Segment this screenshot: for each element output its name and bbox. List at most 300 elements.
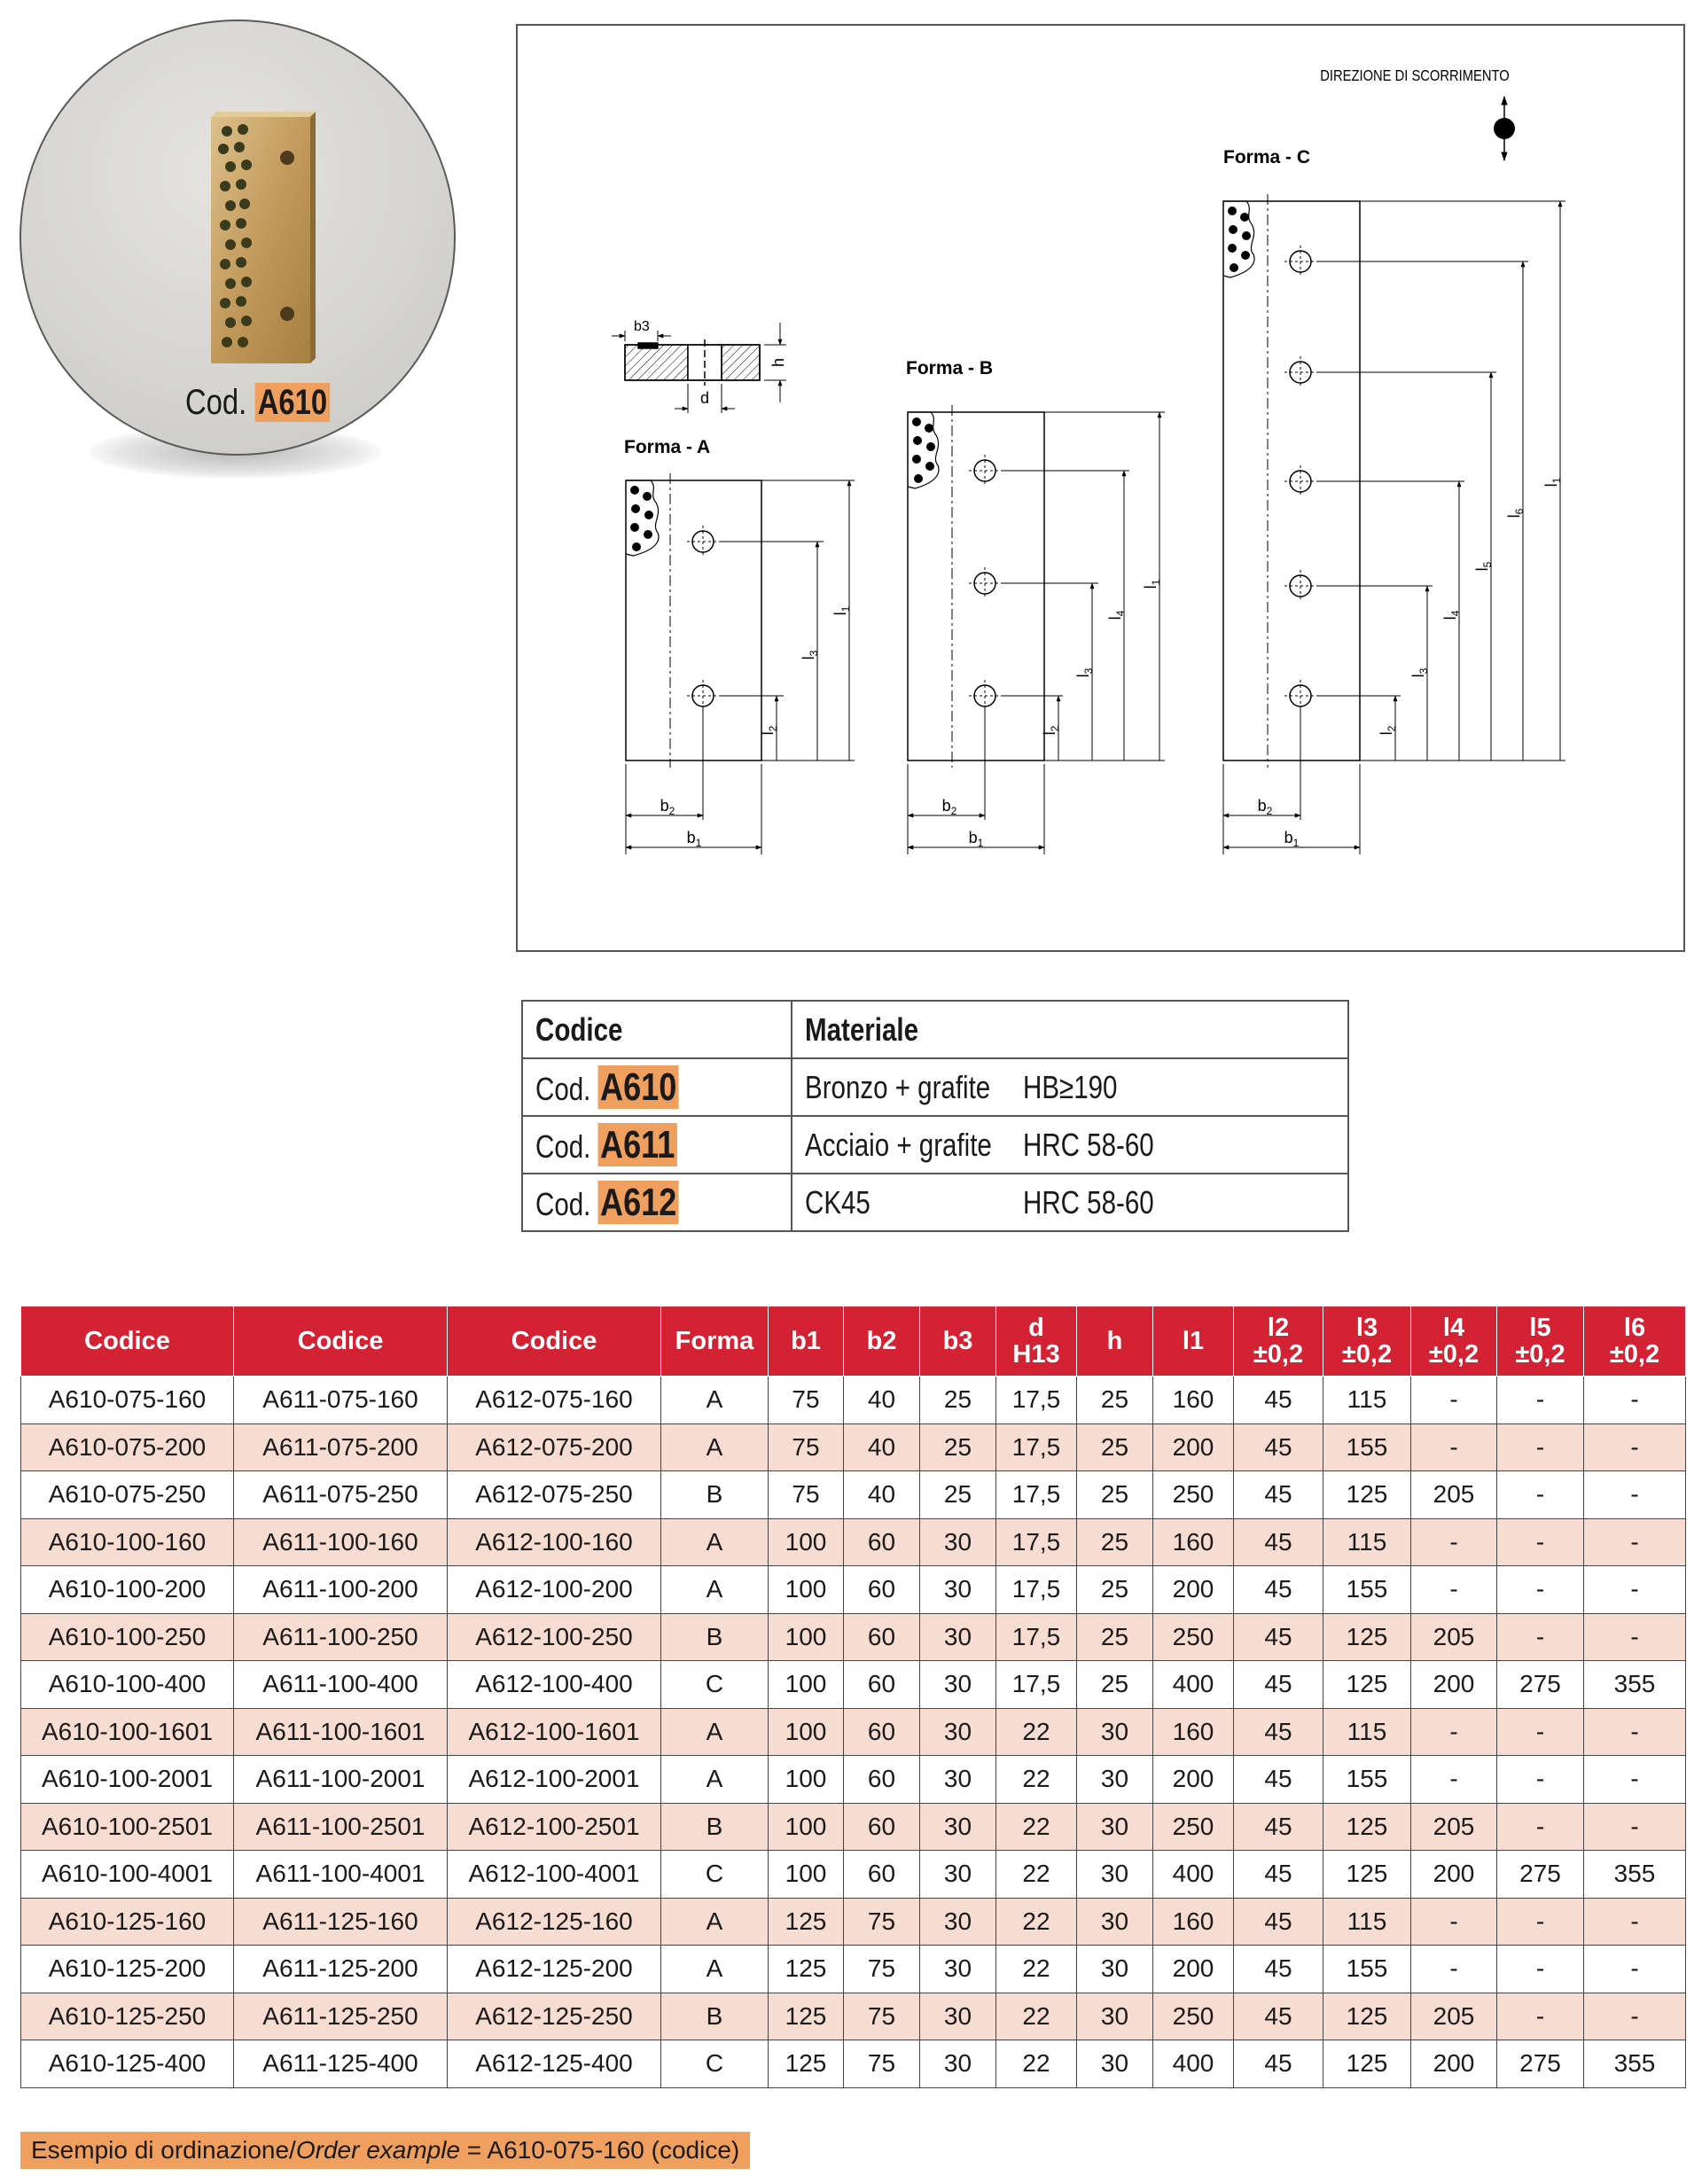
material-cod-code: A610 xyxy=(598,1065,679,1109)
column-header: l6 ±0,2 xyxy=(1584,1306,1686,1377)
table-cell: A612-125-400 xyxy=(448,2040,661,2088)
table-cell: 160 xyxy=(1153,1898,1234,1946)
table-cell: A611-100-2001 xyxy=(234,1756,448,1804)
table-cell: 45 xyxy=(1234,1851,1323,1899)
svg-text:l1: $l_1$ xyxy=(1142,579,1162,589)
material-desc-cell xyxy=(792,1116,1348,1174)
svg-text:l4: $l_4$ xyxy=(1441,610,1462,620)
dim-d: d xyxy=(699,389,710,407)
table-cell: 25 xyxy=(1077,1661,1153,1709)
table-cell: A611-100-250 xyxy=(234,1613,448,1661)
table-row xyxy=(21,1566,1686,1614)
table-cell: 155 xyxy=(1323,1756,1411,1804)
table-cell: 45 xyxy=(1234,2040,1323,2088)
table-cell: A612-075-200 xyxy=(448,1424,661,1471)
table-cell: 30 xyxy=(920,1993,996,2040)
table-cell: - xyxy=(1584,1566,1686,1614)
table-cell: 125 xyxy=(1323,1993,1411,2040)
table-cell: 40 xyxy=(844,1424,920,1471)
svg-text:l1: $l_1$ xyxy=(831,605,852,616)
material-hardness: HRC 58-60 xyxy=(1023,1126,1154,1163)
table-cell: 30 xyxy=(1077,1946,1153,1993)
table-cell: 60 xyxy=(844,1708,920,1756)
svg-text:b1: $b_1$ xyxy=(1284,829,1300,849)
table-cell: 22 xyxy=(996,2040,1077,2088)
table-cell: - xyxy=(1497,1613,1584,1661)
table-cell: A xyxy=(661,1424,769,1471)
material-desc-cell xyxy=(792,1058,1348,1116)
table-cell: 155 xyxy=(1323,1566,1411,1614)
table-cell: 17,5 xyxy=(996,1566,1077,1614)
table-cell: 275 xyxy=(1497,2040,1584,2088)
table-cell: 30 xyxy=(920,1756,996,1804)
table-cell: 45 xyxy=(1234,1377,1323,1424)
table-cell: 45 xyxy=(1234,1756,1323,1804)
table-cell: 75 xyxy=(769,1424,844,1471)
table-cell: A611-125-200 xyxy=(234,1946,448,1993)
table-cell: A611-100-160 xyxy=(234,1518,448,1566)
forma-c-label: Forma - C xyxy=(1223,147,1311,168)
table-cell: 45 xyxy=(1234,1661,1323,1709)
table-cell: 100 xyxy=(769,1613,844,1661)
table-cell: 275 xyxy=(1497,1661,1584,1709)
table-cell: 22 xyxy=(996,1803,1077,1851)
table-cell: A610-125-200 xyxy=(21,1946,234,1993)
table-cell: 25 xyxy=(1077,1613,1153,1661)
table-cell: 30 xyxy=(920,1803,996,1851)
table-cell: - xyxy=(1497,1803,1584,1851)
table-cell: A610-125-160 xyxy=(21,1898,234,1946)
table-cell: A612-100-4001 xyxy=(448,1851,661,1899)
table-cell: 115 xyxy=(1323,1377,1411,1424)
table-cell: 160 xyxy=(1153,1518,1234,1566)
svg-text:l3: $l_3$ xyxy=(800,650,820,660)
table-cell: 250 xyxy=(1153,1993,1234,2040)
table-cell: 100 xyxy=(769,1708,844,1756)
table-cell: 115 xyxy=(1323,1898,1411,1946)
table-row xyxy=(21,1851,1686,1899)
material-cod-prefix: Cod. xyxy=(535,1070,591,1107)
table-cell: A610-100-2001 xyxy=(21,1756,234,1804)
table-cell: A610-100-1601 xyxy=(21,1708,234,1756)
table-cell: 125 xyxy=(1323,1851,1411,1899)
table-cell: - xyxy=(1411,1377,1497,1424)
material-name: Bronzo + grafite xyxy=(805,1068,991,1105)
photo-code-label xyxy=(185,383,330,423)
table-cell: - xyxy=(1411,1566,1497,1614)
material-hardness: HB≥190 xyxy=(1023,1068,1118,1105)
table-cell: A xyxy=(661,1898,769,1946)
table-cell: 125 xyxy=(1323,1803,1411,1851)
table-cell: A612-075-160 xyxy=(448,1377,661,1424)
forma-b-label: Forma - B xyxy=(906,358,994,378)
svg-text:l1: $l_1$ xyxy=(1542,477,1563,488)
svg-text:l3: $l_3$ xyxy=(1074,667,1095,678)
table-cell: A610-100-400 xyxy=(21,1661,234,1709)
table-cell: 25 xyxy=(1077,1518,1153,1566)
direction-arrow-icon xyxy=(1494,97,1515,160)
material-name: Acciaio + grafite xyxy=(805,1126,992,1163)
table-cell: A612-125-160 xyxy=(448,1898,661,1946)
table-cell: 30 xyxy=(1077,1756,1153,1804)
technical-drawing xyxy=(518,26,1683,950)
table-cell: 250 xyxy=(1153,1803,1234,1851)
table-cell: 200 xyxy=(1153,1756,1234,1804)
column-header: b1 xyxy=(769,1306,844,1377)
svg-text:l2: $l_2$ xyxy=(1041,725,1061,736)
material-code-cell xyxy=(522,1116,792,1174)
table-cell: 100 xyxy=(769,1851,844,1899)
table-cell: C xyxy=(661,1661,769,1709)
table-cell: 200 xyxy=(1153,1946,1234,1993)
table-cell: - xyxy=(1584,1613,1686,1661)
table-cell: B xyxy=(661,1471,769,1519)
material-cod-code: A612 xyxy=(598,1181,679,1224)
table-cell: 45 xyxy=(1234,1471,1323,1519)
order-example xyxy=(20,2132,750,2169)
table-row xyxy=(21,1518,1686,1566)
table-cell: A610-100-160 xyxy=(21,1518,234,1566)
table-row xyxy=(21,1756,1686,1804)
materials-row xyxy=(522,1174,1348,1231)
column-header: l5 ±0,2 xyxy=(1497,1306,1584,1377)
photo-cod-code: A610 xyxy=(254,383,330,422)
table-cell: 60 xyxy=(844,1661,920,1709)
material-cod-prefix: Cod. xyxy=(535,1185,591,1222)
table-cell: A611-100-4001 xyxy=(234,1851,448,1899)
column-header: b2 xyxy=(844,1306,920,1377)
material-name: CK45 xyxy=(805,1183,871,1221)
table-cell: 30 xyxy=(920,1613,996,1661)
table-cell: 30 xyxy=(920,1851,996,1899)
dim-h: h xyxy=(769,357,787,368)
table-row xyxy=(21,2040,1686,2088)
table-cell: 45 xyxy=(1234,1708,1323,1756)
table-cell: 60 xyxy=(844,1566,920,1614)
table-cell: - xyxy=(1411,1424,1497,1471)
table-cell: A611-075-200 xyxy=(234,1424,448,1471)
dimensions-table xyxy=(20,1306,1686,2088)
table-cell: A612-100-200 xyxy=(448,1566,661,1614)
forma-c-drawing xyxy=(1223,194,1565,854)
table-cell: 30 xyxy=(1077,1803,1153,1851)
table-cell: 75 xyxy=(844,2040,920,2088)
table-cell: B xyxy=(661,1993,769,2040)
table-row xyxy=(21,1993,1686,2040)
svg-text:b2: $b_2$ xyxy=(660,797,675,817)
table-cell: 250 xyxy=(1153,1471,1234,1519)
table-cell: 115 xyxy=(1323,1708,1411,1756)
svg-text:l4: $l_4$ xyxy=(1106,610,1127,620)
table-cell: 115 xyxy=(1323,1518,1411,1566)
table-cell: 125 xyxy=(1323,1613,1411,1661)
table-cell: A611-125-400 xyxy=(234,2040,448,2088)
table-cell: - xyxy=(1497,1518,1584,1566)
table-cell: A612-125-250 xyxy=(448,1993,661,2040)
table-cell: 45 xyxy=(1234,1993,1323,2040)
table-cell: 125 xyxy=(769,2040,844,2088)
table-cell: 22 xyxy=(996,1898,1077,1946)
table-cell: A612-100-400 xyxy=(448,1661,661,1709)
table-cell: 45 xyxy=(1234,1424,1323,1471)
column-header: l3 ±0,2 xyxy=(1323,1306,1411,1377)
material-code-cell xyxy=(522,1058,792,1116)
table-row xyxy=(21,1613,1686,1661)
table-cell: 355 xyxy=(1584,1661,1686,1709)
table-cell: - xyxy=(1411,1756,1497,1804)
table-cell: 200 xyxy=(1153,1566,1234,1614)
table-cell: 400 xyxy=(1153,2040,1234,2088)
table-cell: 200 xyxy=(1411,1661,1497,1709)
table-cell: A610-075-160 xyxy=(21,1377,234,1424)
table-cell: A611-125-250 xyxy=(234,1993,448,2040)
column-header: d H13 xyxy=(996,1306,1077,1377)
table-row xyxy=(21,1377,1686,1424)
table-cell: 60 xyxy=(844,1518,920,1566)
material-cod-prefix: Cod. xyxy=(535,1127,591,1165)
table-cell: 30 xyxy=(1077,1851,1153,1899)
table-cell: 100 xyxy=(769,1518,844,1566)
forma-b-drawing xyxy=(908,405,1165,854)
table-cell: A xyxy=(661,1518,769,1566)
table-cell: - xyxy=(1497,1377,1584,1424)
photo-cod-prefix: Cod. xyxy=(185,383,247,422)
table-cell: 25 xyxy=(1077,1471,1153,1519)
column-header: l2 ±0,2 xyxy=(1234,1306,1323,1377)
table-row xyxy=(21,1803,1686,1851)
table-cell: 30 xyxy=(920,1946,996,1993)
table-cell: A612-100-1601 xyxy=(448,1708,661,1756)
forma-a-dim-labels xyxy=(660,605,852,849)
svg-text:l5: $l_5$ xyxy=(1473,561,1494,572)
table-cell: C xyxy=(661,2040,769,2088)
table-cell: - xyxy=(1497,1566,1584,1614)
bronze-plate-image xyxy=(199,110,323,376)
table-cell: 17,5 xyxy=(996,1377,1077,1424)
table-row xyxy=(21,1898,1686,1946)
table-cell: A610-075-250 xyxy=(21,1471,234,1519)
table-cell: 30 xyxy=(920,2040,996,2088)
table-cell: - xyxy=(1497,1993,1584,2040)
table-cell: 125 xyxy=(1323,2040,1411,2088)
materials-header-code: Codice xyxy=(522,1001,792,1058)
table-cell: 22 xyxy=(996,1946,1077,1993)
svg-text:b2: $b_2$ xyxy=(1257,797,1273,817)
table-cell: - xyxy=(1584,1708,1686,1756)
table-cell: 400 xyxy=(1153,1851,1234,1899)
table-cell: - xyxy=(1584,1471,1686,1519)
table-cell: 60 xyxy=(844,1613,920,1661)
material-desc-cell xyxy=(792,1174,1348,1231)
table-row xyxy=(21,1661,1686,1709)
table-cell: 30 xyxy=(920,1566,996,1614)
table-cell: 75 xyxy=(769,1471,844,1519)
table-cell: 75 xyxy=(844,1946,920,1993)
table-cell: A612-100-250 xyxy=(448,1613,661,1661)
table-cell: A610-125-400 xyxy=(21,2040,234,2088)
table-cell: 355 xyxy=(1584,2040,1686,2088)
table-cell: 30 xyxy=(920,1518,996,1566)
table-cell: A612-075-250 xyxy=(448,1471,661,1519)
table-cell: - xyxy=(1584,1518,1686,1566)
table-cell: 100 xyxy=(769,1803,844,1851)
technical-drawing-frame xyxy=(516,24,1685,952)
table-cell: 40 xyxy=(844,1377,920,1424)
table-cell: - xyxy=(1411,1898,1497,1946)
forma-b-dim-labels xyxy=(942,579,1162,849)
table-cell: A610-125-250 xyxy=(21,1993,234,2040)
table-cell: 30 xyxy=(920,1898,996,1946)
table-cell: A xyxy=(661,1566,769,1614)
table-cell: 45 xyxy=(1234,1613,1323,1661)
table-cell: A610-075-200 xyxy=(21,1424,234,1471)
svg-text:l3: $l_3$ xyxy=(1409,667,1430,678)
table-cell: 22 xyxy=(996,1756,1077,1804)
svg-text:b1: $b_1$ xyxy=(968,829,984,849)
table-cell: 25 xyxy=(1077,1377,1153,1424)
table-cell: - xyxy=(1497,1708,1584,1756)
table-cell: 155 xyxy=(1323,1424,1411,1471)
table-cell: 400 xyxy=(1153,1661,1234,1709)
table-cell: B xyxy=(661,1803,769,1851)
table-cell: 60 xyxy=(844,1803,920,1851)
table-cell: 17,5 xyxy=(996,1424,1077,1471)
table-cell: 17,5 xyxy=(996,1471,1077,1519)
forma-a-label: Forma - A xyxy=(624,437,711,457)
table-cell: 25 xyxy=(920,1424,996,1471)
materials-header-material: Materiale xyxy=(792,1001,1348,1058)
table-cell: - xyxy=(1497,1946,1584,1993)
table-cell: - xyxy=(1584,1803,1686,1851)
material-code-cell xyxy=(522,1174,792,1231)
table-cell: 17,5 xyxy=(996,1613,1077,1661)
table-cell: - xyxy=(1584,1898,1686,1946)
table-cell: 30 xyxy=(920,1708,996,1756)
table-cell: - xyxy=(1497,1424,1584,1471)
table-cell: A611-075-160 xyxy=(234,1377,448,1424)
table-cell: 355 xyxy=(1584,1851,1686,1899)
table-cell: 22 xyxy=(996,1993,1077,2040)
table-cell: 205 xyxy=(1411,1613,1497,1661)
table-cell: 30 xyxy=(920,1661,996,1709)
table-cell: A611-100-200 xyxy=(234,1566,448,1614)
table-cell: 125 xyxy=(1323,1661,1411,1709)
table-cell: 125 xyxy=(1323,1471,1411,1519)
table-cell: - xyxy=(1584,1424,1686,1471)
table-cell: 22 xyxy=(996,1708,1077,1756)
table-cell: 275 xyxy=(1497,1851,1584,1899)
table-cell: A612-100-2001 xyxy=(448,1756,661,1804)
table-cell: A612-125-200 xyxy=(448,1946,661,1993)
table-cell: 17,5 xyxy=(996,1518,1077,1566)
section-view xyxy=(612,323,786,413)
table-body xyxy=(21,1377,1686,2088)
table-cell: - xyxy=(1497,1471,1584,1519)
table-cell: 125 xyxy=(769,1946,844,1993)
svg-text:l2: $l_2$ xyxy=(759,725,779,736)
table-cell: A611-100-400 xyxy=(234,1661,448,1709)
svg-text:l2: $l_2$ xyxy=(1378,725,1398,736)
table-cell: - xyxy=(1584,1756,1686,1804)
table-cell: A612-100-2501 xyxy=(448,1803,661,1851)
table-row xyxy=(21,1946,1686,1993)
table-cell: 205 xyxy=(1411,1993,1497,2040)
table-cell: A xyxy=(661,1377,769,1424)
table-cell: 100 xyxy=(769,1661,844,1709)
order-example-prefix: Esempio di ordinazione/ xyxy=(31,2136,296,2164)
table-row xyxy=(21,1424,1686,1471)
table-cell: 45 xyxy=(1234,1566,1323,1614)
table-cell: 60 xyxy=(844,1756,920,1804)
table-cell: A610-100-250 xyxy=(21,1613,234,1661)
table-cell: 25 xyxy=(1077,1566,1153,1614)
table-cell: 25 xyxy=(920,1377,996,1424)
table-cell: B xyxy=(661,1613,769,1661)
table-cell: 200 xyxy=(1411,2040,1497,2088)
table-cell: 125 xyxy=(769,1993,844,2040)
table-cell: A xyxy=(661,1708,769,1756)
table-cell: 45 xyxy=(1234,1518,1323,1566)
table-cell: 75 xyxy=(844,1898,920,1946)
table-cell: A xyxy=(661,1946,769,1993)
column-header: Forma xyxy=(661,1306,769,1377)
table-cell: 25 xyxy=(920,1471,996,1519)
column-header: l4 ±0,2 xyxy=(1411,1306,1497,1377)
order-example-suffix: = A610-075-160 (codice) xyxy=(460,2136,740,2164)
column-header: Codice xyxy=(448,1306,661,1377)
table-cell: A xyxy=(661,1756,769,1804)
table-cell: 22 xyxy=(996,1851,1077,1899)
table-cell: 75 xyxy=(769,1377,844,1424)
column-header: h xyxy=(1077,1306,1153,1377)
direction-label: DIREZIONE DI SCORRIMENTO xyxy=(1320,66,1510,85)
table-cell: 250 xyxy=(1153,1613,1234,1661)
column-header: Codice xyxy=(234,1306,448,1377)
table-cell: A612-100-160 xyxy=(448,1518,661,1566)
table-cell: A611-100-2501 xyxy=(234,1803,448,1851)
materials-header-row xyxy=(522,1001,1348,1058)
svg-text:b1: $b_1$ xyxy=(686,829,702,849)
column-header: b3 xyxy=(920,1306,996,1377)
forma-c-dim-labels xyxy=(1258,477,1563,849)
table-cell: A610-100-4001 xyxy=(21,1851,234,1899)
table-cell: 155 xyxy=(1323,1946,1411,1993)
order-example-italic: Order example xyxy=(295,2136,461,2164)
table-cell: 25 xyxy=(1077,1424,1153,1471)
table-cell: 205 xyxy=(1411,1471,1497,1519)
table-cell: A611-075-250 xyxy=(234,1471,448,1519)
table-cell: 40 xyxy=(844,1471,920,1519)
table-cell: 45 xyxy=(1234,1803,1323,1851)
table-cell: 17,5 xyxy=(996,1661,1077,1709)
materials-table xyxy=(521,1000,1349,1232)
table-cell: 160 xyxy=(1153,1708,1234,1756)
table-row xyxy=(21,1708,1686,1756)
svg-text:l6: $l_6$ xyxy=(1505,508,1526,519)
table-cell: A610-100-200 xyxy=(21,1566,234,1614)
materials-row xyxy=(522,1058,1348,1116)
table-cell: - xyxy=(1584,1377,1686,1424)
table-cell: - xyxy=(1584,1993,1686,2040)
column-header: Codice xyxy=(21,1306,234,1377)
table-cell: 45 xyxy=(1234,1898,1323,1946)
table-cell: 205 xyxy=(1411,1803,1497,1851)
product-photo xyxy=(20,20,456,456)
table-cell: 30 xyxy=(1077,1993,1153,2040)
table-cell: C xyxy=(661,1851,769,1899)
table-cell: 160 xyxy=(1153,1377,1234,1424)
table-cell: - xyxy=(1411,1518,1497,1566)
